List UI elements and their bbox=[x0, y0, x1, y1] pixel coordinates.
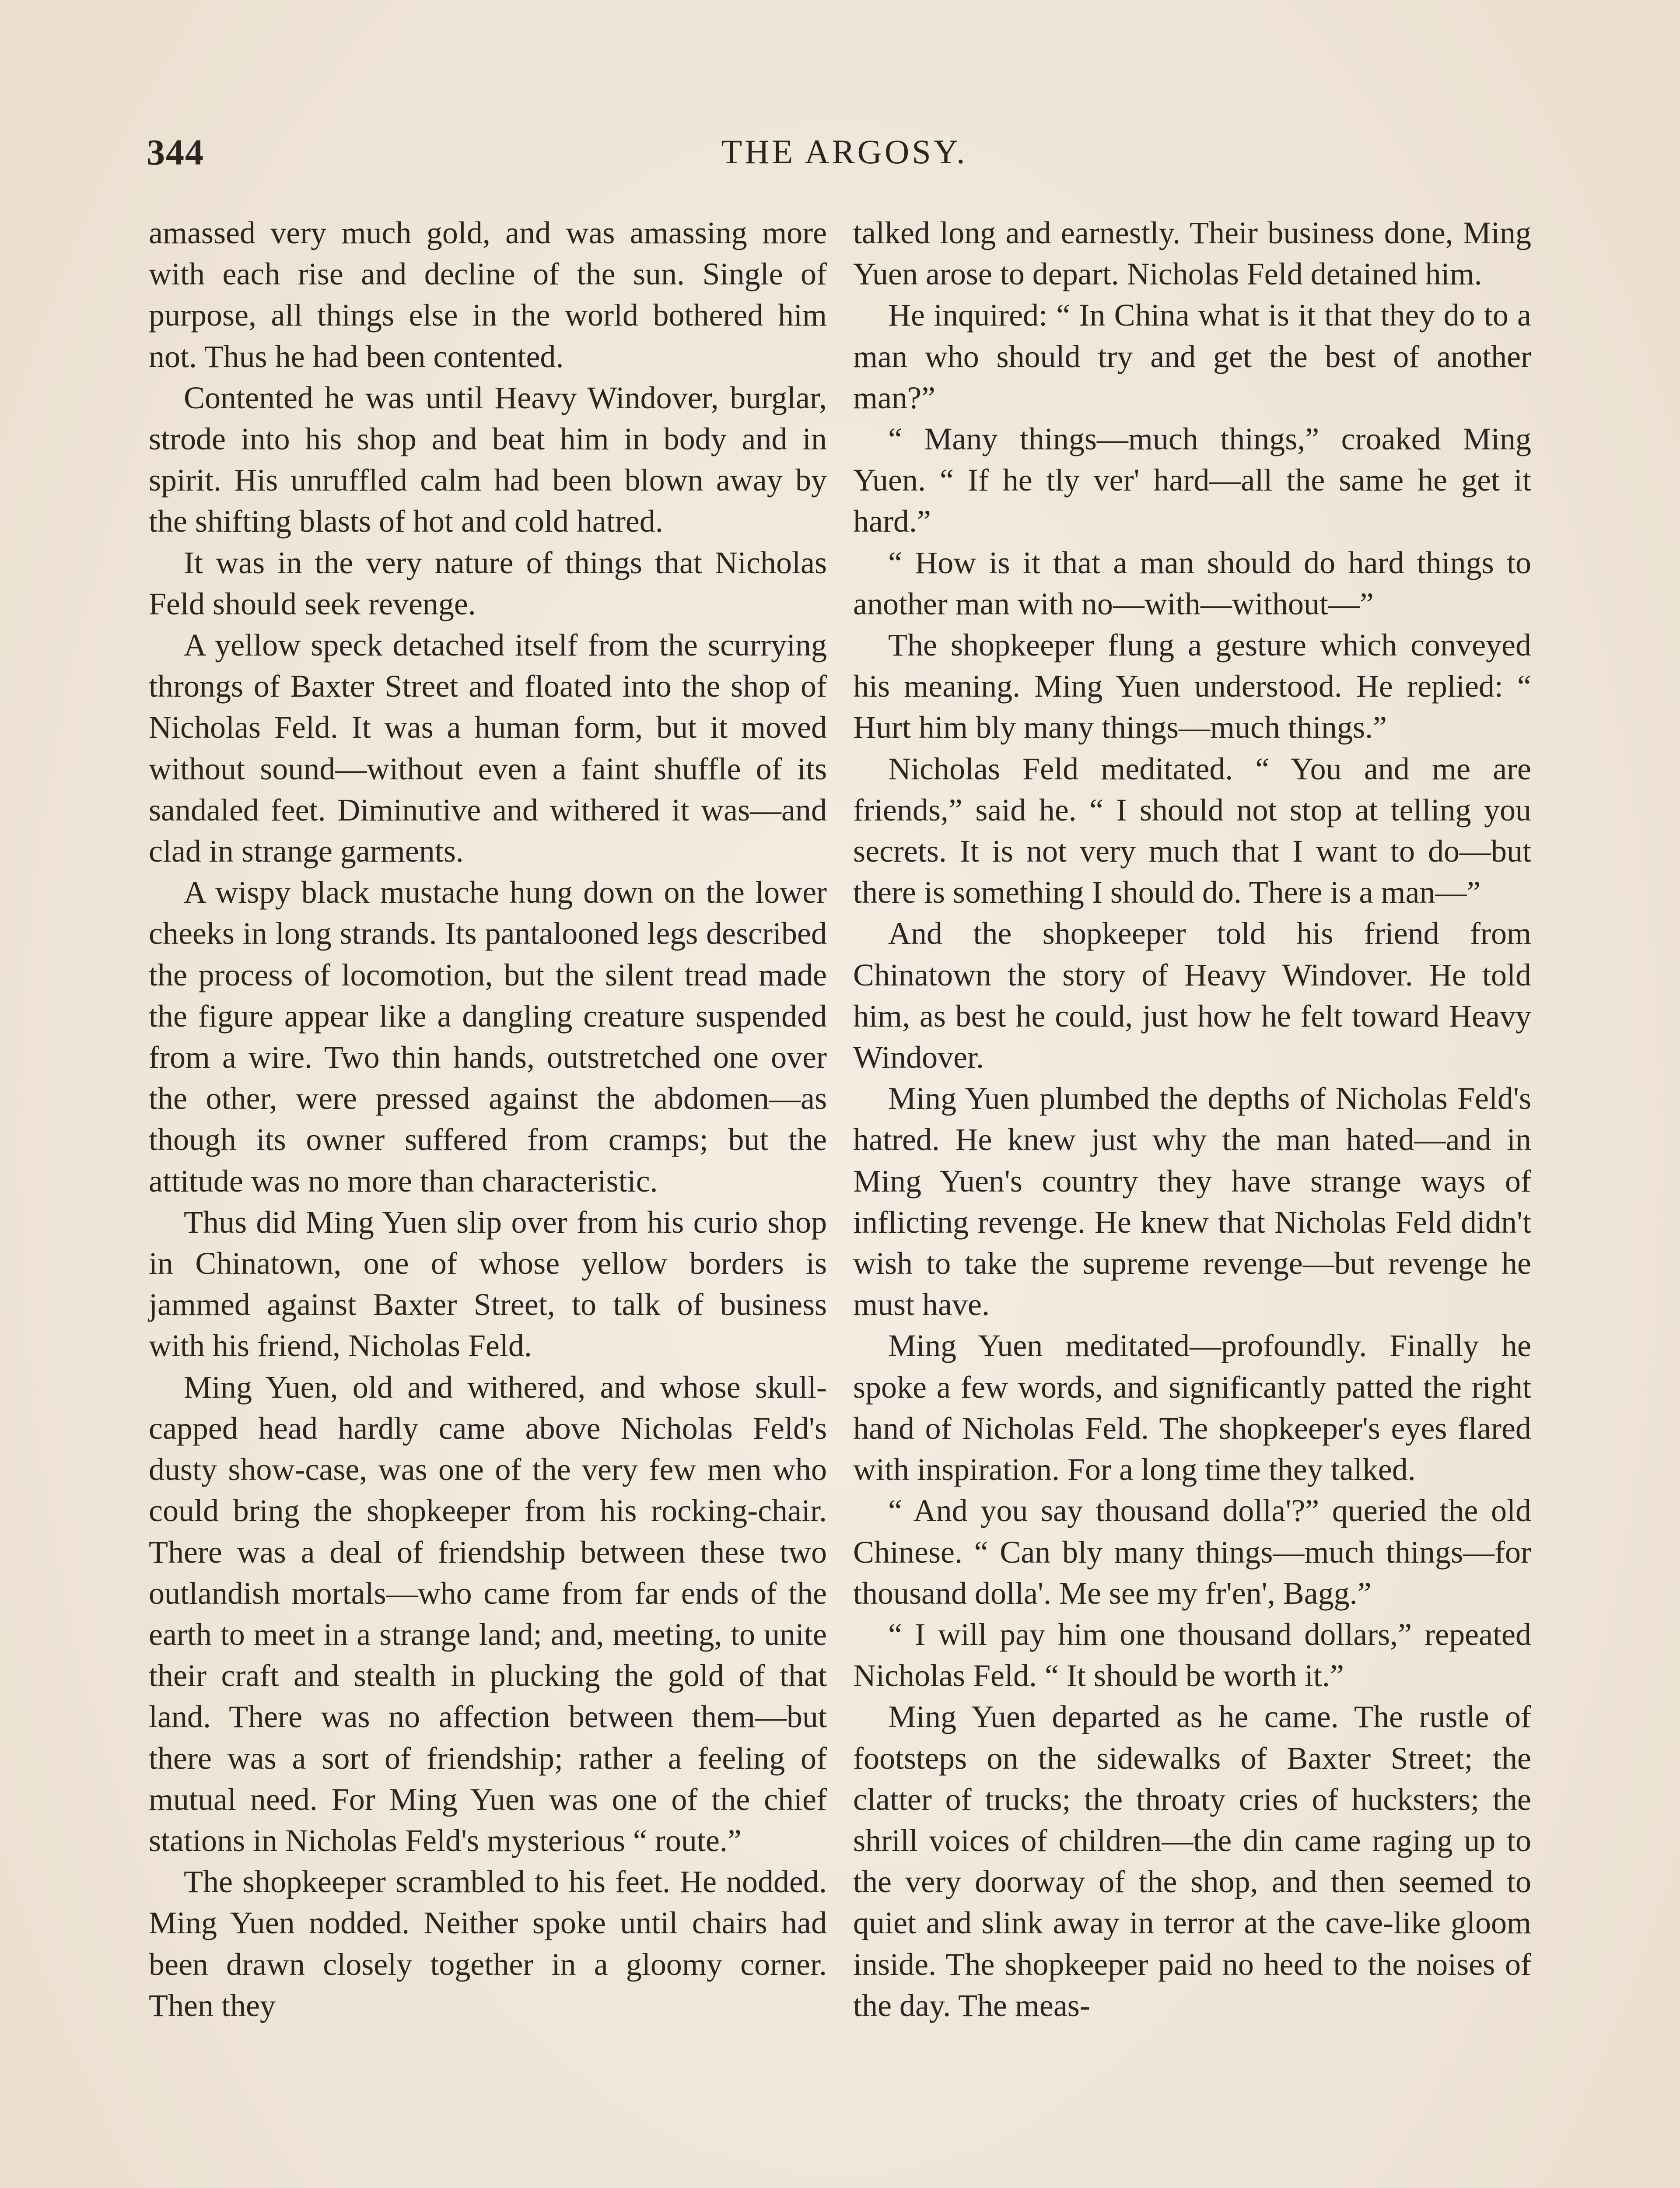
paragraph: “ I will pay him one thousand dollars,” repeated Nicholas Feld. “ It should be worth it.” bbox=[853, 1616, 1531, 1694]
paragraph: He inquired: “ In China what is it that they do to a man who should try and get the best of another man?” bbox=[853, 298, 1531, 415]
paragraph: “ And you say thousand dolla'?” queried the old Chinese. “ Can bly many things—much things—for thousand dolla'. Me see my fr'en', Bagg.” bbox=[853, 1493, 1531, 1611]
paragraph: “ How is it that a man should do hard things to another man with no—with—without—” bbox=[853, 545, 1531, 621]
paragraph: Nicholas Feld meditated. “ You and me are friends,” said he. “ I should not stop at telling you secrets. It is not very much that I want to do—but there is something I should do. There is a man—” bbox=[853, 751, 1531, 910]
paragraph: The shopkeeper flung a gesture which conveyed his meaning. Ming Yuen understood. He replied: “ Hurt him bly many things—much things.” bbox=[853, 628, 1531, 745]
paragraph: A yellow speck detached itself from the scurrying throngs of Baxter Street and floated into the shop of Nicholas Feld. It was a human form, but it moved without sound—without even a faint shuffle of its sandaled feet. Diminutive and withered it was—and clad in strange garments. bbox=[149, 628, 827, 869]
paragraph: “ Many things—much things,” croaked Ming Yuen. “ If he tly ver' hard—all the same he get it hard.” bbox=[853, 421, 1531, 539]
paragraph: Ming Yuen meditated—profoundly. Finally he spoke a few words, and significantly patted the right hand of Nicholas Feld. The shopkeeper's eyes flared with inspiration. For a long time they talked. bbox=[853, 1328, 1531, 1487]
running-title: THE ARGOSY. bbox=[721, 133, 968, 171]
left-column bbox=[149, 212, 827, 2026]
paragraph: The shopkeeper scrambled to his feet. He nodded. Ming Yuen nodded. Neither spoke until chairs had been drawn closely together in a gloomy corner. Then they bbox=[149, 1864, 827, 2023]
page-number: 344 bbox=[147, 132, 204, 173]
paragraph: Ming Yuen departed as he came. The rustle of footsteps on the sidewalks of Baxter Street; the clatter of trucks; the throaty cries of hucksters; the shrill voices of children—the din came raging up to the very doorway of the shop, and then seemed to quiet and slink away in terror at the cave-like gloom inside. The shopkeeper paid no heed to the noises of the day. The meas- bbox=[853, 1699, 1531, 2023]
paragraph: It was in the very nature of things that Nicholas Feld should seek revenge. bbox=[149, 545, 827, 621]
paragraph: And the shopkeeper told his friend from Chinatown the story of Heavy Windover. He told him, as best he could, just how he felt toward Heavy Windover. bbox=[853, 916, 1531, 1075]
page-header bbox=[147, 131, 1542, 179]
paragraph: Contented he was until Heavy Windover, burglar, strode into his shop and beat him in body and in spirit. His unruffled calm had been blown away by the shifting blasts of hot and cold hatred. bbox=[149, 380, 827, 539]
paragraph: A wispy black mustache hung down on the lower cheeks in long strands. Its pantalooned legs described the process of locomotion, but the silent tread made the figure appear like a dangling creature suspended from a wire. Two thin hands, outstretched one over the other, were pressed against the abdomen—as though its owner suffered from cramps; but the attitude was no more than characteristic. bbox=[149, 875, 827, 1199]
paragraph: talked long and earnestly. Their business done, Ming Yuen arose to depart. Nicholas Feld detained him. bbox=[853, 215, 1531, 292]
paragraph: Thus did Ming Yuen slip over from his curio shop in Chinatown, one of whose yellow borders is jammed against Baxter Street, to talk of business with his friend, Nicholas Feld. bbox=[149, 1204, 827, 1364]
paragraph: Ming Yuen, old and withered, and whose skull-capped head hardly came above Nicholas Feld's dusty show-case, was one of the very few men who could bring the shopkeeper from his rocking-chair. There was a deal of friendship between these two outlandish mortals—who came from far ends of the earth to meet in a strange land; and, meeting, to unite their craft and stealth in plucking the gold of that land. There was no affection between them—but there was a sort of friendship; rather a feeling of mutual need. For Ming Yuen was one of the chief stations in Nicholas Feld's mysterious “ route.” bbox=[149, 1369, 827, 1858]
paragraph: amassed very much gold, and was amassing more with each rise and decline of the sun. Single of purpose, all things else in the world bothered him not. Thus he had been contented. bbox=[149, 215, 827, 374]
right-column bbox=[853, 212, 1531, 2026]
paragraph: Ming Yuen plumbed the depths of Nicholas Feld's hatred. He knew just why the man hated—and in Ming Yuen's country they have strange ways of inflicting revenge. He knew that Nicholas Feld didn't wish to take the supreme revenge—but revenge he must have. bbox=[853, 1081, 1531, 1322]
